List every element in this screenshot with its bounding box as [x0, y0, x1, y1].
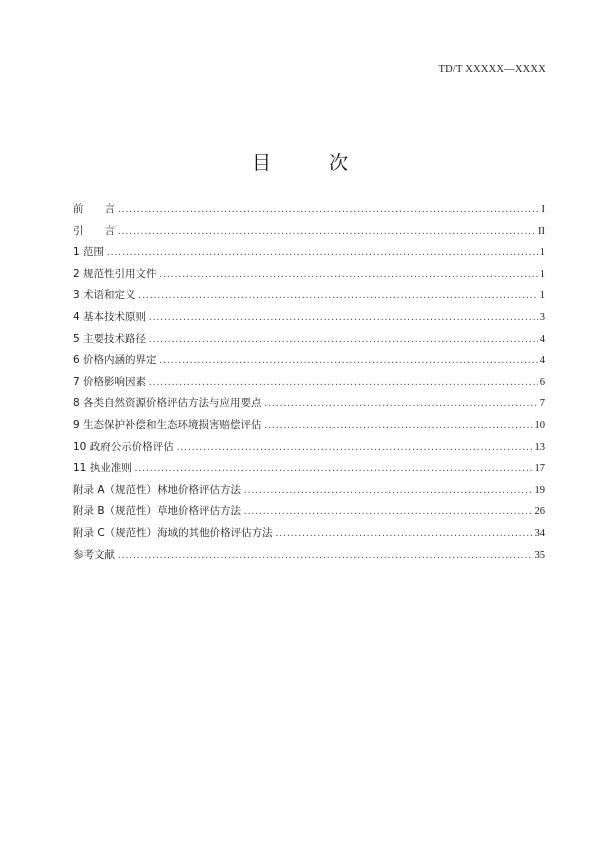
toc-leader-dots	[118, 199, 540, 221]
toc-leader-dots	[149, 372, 538, 394]
toc-page-number: 6	[539, 376, 545, 388]
toc-leader-dots	[135, 458, 533, 480]
table-of-contents	[73, 199, 545, 566]
toc-entry-label: 1 范围	[73, 246, 105, 259]
toc-page-number: I	[541, 204, 545, 215]
toc-entry-label: 6 价格内涵的界定	[73, 354, 157, 367]
toc-entry[interactable]	[73, 329, 545, 351]
toc-page-number: 35	[534, 549, 545, 561]
toc-entry[interactable]	[73, 307, 545, 329]
toc-entry-label: 附录 A（规范性）林地价格评估方法	[73, 483, 242, 496]
toc-leader-dots	[244, 501, 532, 523]
toc-page-number: 34	[534, 527, 545, 539]
toc-entry-label: 4 基本技术原则	[73, 310, 147, 323]
toc-page-number: 1	[539, 268, 545, 280]
toc-entry[interactable]	[73, 437, 545, 459]
toc-page-number: 3	[539, 311, 545, 323]
toc-leader-dots	[118, 221, 536, 243]
toc-leader-dots	[160, 350, 538, 372]
toc-entry[interactable]	[73, 480, 545, 502]
toc-entry-label: 前 言	[73, 203, 115, 215]
toc-leader-dots	[107, 242, 538, 264]
document-code: TD/T XXXXX—XXXX	[438, 64, 546, 75]
toc-leader-dots	[244, 480, 532, 502]
toc-page-number: II	[538, 225, 545, 237]
toc-leader-dots	[139, 285, 538, 307]
toc-leader-dots	[149, 329, 538, 351]
toc-page-number: 13	[534, 441, 545, 453]
toc-page-number: 19	[534, 484, 545, 496]
toc-entry-label: 10 政府公示价格评估	[73, 440, 174, 453]
toc-entry[interactable]	[73, 458, 545, 480]
toc-page-number: 1	[539, 290, 545, 302]
toc-entry-label: 9 生态保护补偿和生态环境损害赔偿评估	[73, 418, 262, 431]
toc-entry-label: 7 价格影响因素	[73, 375, 147, 388]
toc-leader-dots	[160, 264, 538, 286]
toc-leader-dots	[265, 415, 533, 437]
toc-entry-label: 附录 B（规范性）草地价格评估方法	[73, 505, 242, 518]
toc-entry[interactable]	[73, 523, 545, 545]
toc-entry[interactable]	[73, 501, 545, 523]
toc-entry[interactable]	[73, 415, 545, 437]
toc-entry-label: 引 言	[73, 224, 115, 237]
toc-page-number: 1	[539, 247, 545, 259]
toc-entry-label: 2 规范性引用文件	[73, 267, 157, 280]
toc-leader-dots	[118, 545, 533, 567]
toc-entry[interactable]	[73, 393, 545, 415]
toc-entry-label: 11 执业准则	[73, 462, 132, 475]
toc-entry[interactable]	[73, 372, 545, 394]
toc-entry-label: 3 术语和定义	[73, 289, 136, 302]
toc-page-number: 4	[539, 333, 545, 345]
toc-page-number: 10	[534, 419, 545, 431]
toc-entry[interactable]	[73, 199, 545, 221]
toc-page-number: 4	[539, 355, 545, 367]
toc-page-number: 26	[534, 506, 545, 518]
toc-entry[interactable]	[73, 285, 545, 307]
toc-leader-dots	[265, 393, 538, 415]
toc-leader-dots	[149, 307, 538, 329]
toc-entry[interactable]	[73, 242, 545, 264]
toc-page-number: 7	[539, 398, 545, 410]
toc-page-number: 17	[534, 463, 545, 475]
toc-entry-label: 8 各类自然资源价格评估方法与应用要点	[73, 397, 262, 410]
toc-entry-label: 5 主要技术路径	[73, 332, 147, 345]
toc-entry-label: 附录 C（规范性）海域的其他价格评估方法	[73, 526, 273, 539]
toc-entry[interactable]	[73, 221, 545, 243]
toc-entry[interactable]	[73, 545, 545, 567]
toc-entry-label: 参考文献	[73, 548, 115, 561]
toc-leader-dots	[177, 437, 533, 459]
page-title: 目 次	[251, 152, 375, 174]
toc-entry[interactable]	[73, 350, 545, 372]
toc-entry[interactable]	[73, 264, 545, 286]
toc-leader-dots	[276, 523, 533, 545]
